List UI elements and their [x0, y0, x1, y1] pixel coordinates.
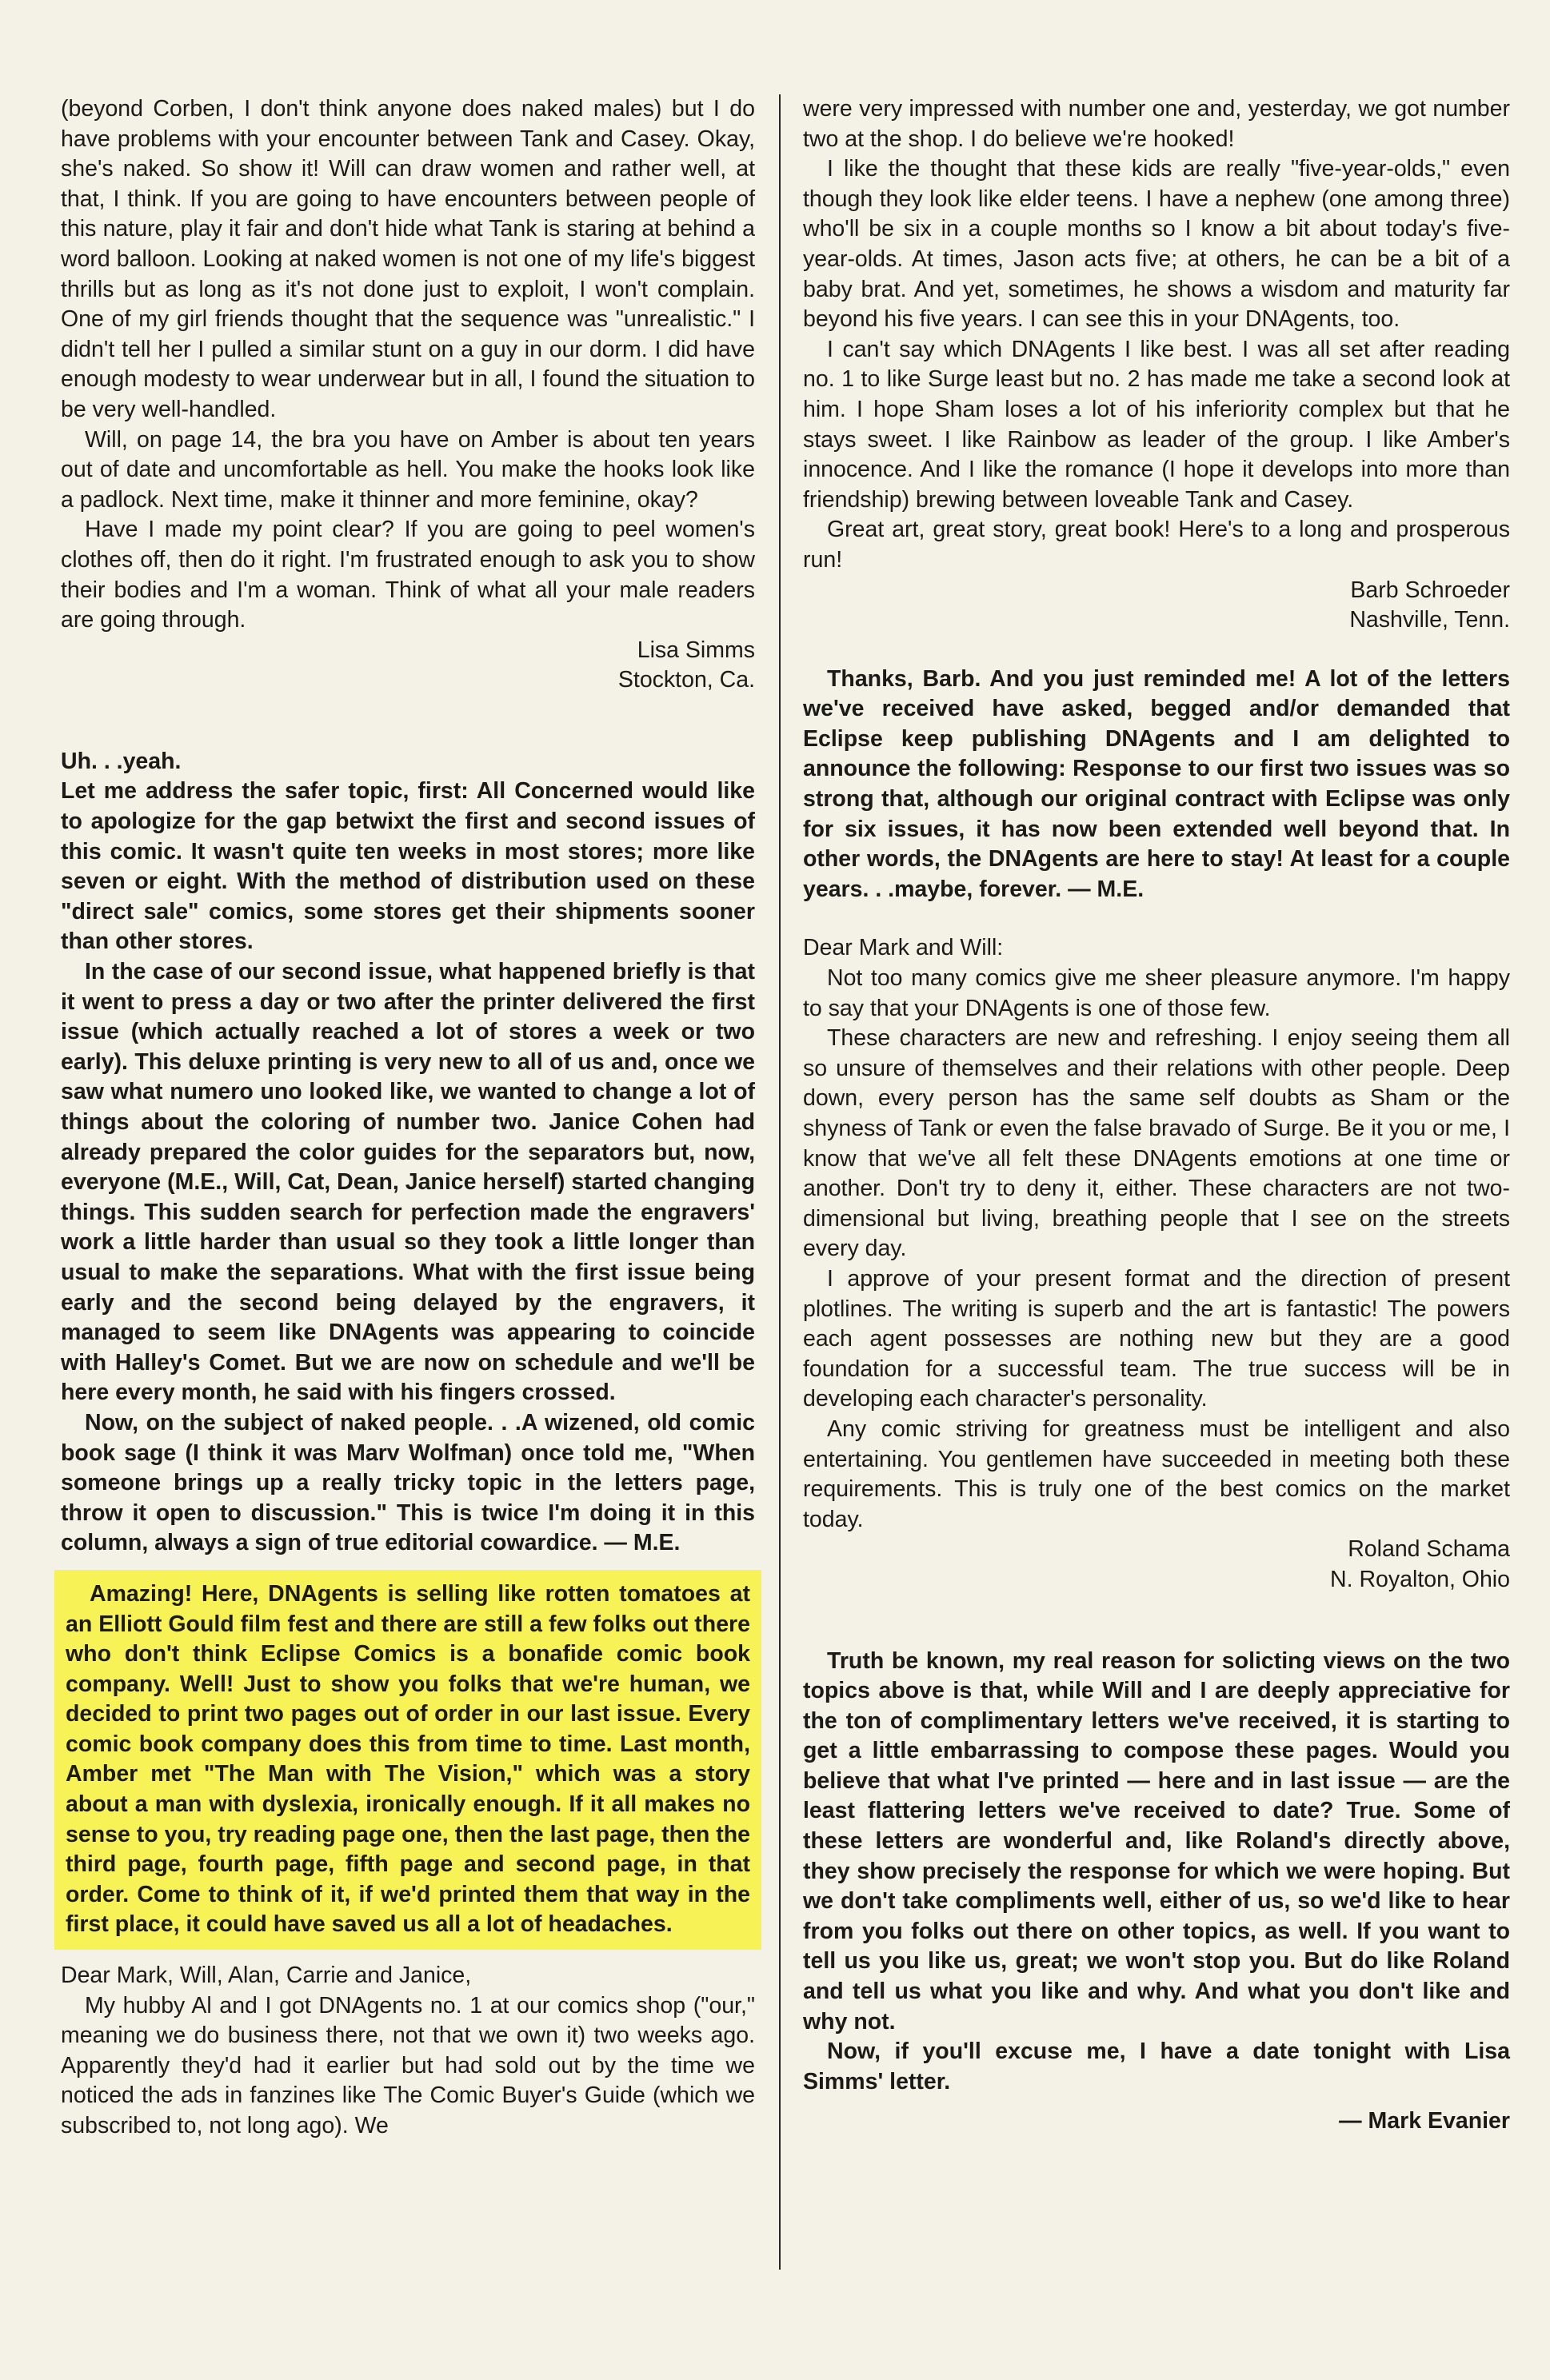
- letter3-salutation: Dear Mark and Will:: [803, 935, 1004, 961]
- letter1-signature-name: Lisa Simms: [637, 637, 755, 663]
- column-divider: [779, 94, 781, 2270]
- letter2-paragraph: My hubby Al and I got DNAgents no. 1 at our comics shop ("our," meaning we do business there, not that we own it) two weeks ago. Apparently they'd had it earlier but had sold out by the time we noticed the ads in fanzines like The Comic Buyer's Guide (which we subscribed to, not long ago). We: [61, 1992, 755, 2138]
- letter3-paragraph: I approve of your present format and the direction of present plotlines. The writing is superb and the art is fantastic! The powers each agent possesses are nothing new but they are a good foundation for a successful team. The true success will be in developing each character's personality.: [803, 1265, 1510, 1412]
- letter2-paragraph: were very impressed with number one and, yesterday, we got number two at the shop. I do believe we're hooked!: [803, 96, 1510, 152]
- letter2-paragraph: I can't say which DNAgents I like best. I was all set after reading no. 1 to like Surge least but no. 2 has made me take a second look at him. I hope Sham loses a lot of his inferiority complex but that he stays sweet. I like Rainbow as leader of the group. I like Amber's innocence. And I like the romance (I hope it develops into more than friendship) brewing between loveable Tank and Casey.: [803, 336, 1510, 513]
- highlighted-notice: [54, 1570, 761, 1950]
- letter3-paragraph: Any comic striving for greatness must be intelligent and also entertaining. You gentlemen have succeeded in meeting both these requirements. This is truly one of the best comics on the market today.: [803, 1416, 1510, 1532]
- reply1-paragraph: Now, on the subject of naked people. . .A wizened, old comic book sage (I think it was Marv Wolfman) once told me, "When someone brings up a really tricky topic in the letters page, throw it open to discussion." This is twice I'm doing it in this column, always a sign of true editorial cowardice. — M.E.: [61, 1409, 755, 1556]
- editor-reply-3: [803, 1647, 1510, 2138]
- right-column: [803, 94, 1510, 2137]
- letter1-signature-place: Stockton, Ca.: [617, 667, 755, 693]
- left-column: [61, 94, 755, 2142]
- reply1-paragraph: Uh. . .yeah.: [61, 748, 182, 774]
- reply3-signature: — Mark Evanier: [1339, 2108, 1510, 2134]
- reply3-paragraph: Truth be known, my real reason for solicting views on the two topics above is that, while Will and I are deeply appreciative for the ton of complimentary letters we've received, it is starting to get a little embarrassing to compose these pages. Would you believe that what I've printed — here and in last issue — are the least flattering letters we've received to date? True. Some of these letters are wonderful and, like Roland's directly above, they show precisely the response for which we were hoping. But we don't take compliments well, either of us, so we'd like to hear from you folks out there on other topics, as well. If you want to tell us you like us, great; we won't stop you. But do like Roland and tell us what you like and why. And what you don't like and why not.: [803, 1647, 1510, 2035]
- letter2-signature-name: Barb Schroeder: [1350, 577, 1510, 603]
- letter3-signature-place: N. Royalton, Ohio: [1330, 1566, 1510, 1592]
- letter1-paragraph: Have I made my point clear? If you are going to peel women's clothes off, then do it right. I'm frustrated enough to ask you to show their bodies and I'm a woman. Think of what all your male readers are going through.: [61, 517, 755, 633]
- highlighted-notice-text: Amazing! Here, DNAgents is selling like rotten tomatoes at an Elliott Gould film fest and there are still a few folks out there who don't think Eclipse Comics is a bonafide comic book company. Well! Just to show you folks that we're human, we decided to print two pages out of order in our last issue. Every comic book company does this from time to time. Last month, Amber met "The Man with The Vision," which was a story about a man with dyslexia, ironically enough. If it all makes no sense to you, try reading page one, then the last page, then the third page, fourth page, fifth page and second page, in that order. Come to think of it, if we'd printed them that way in the first place, it could have saved us all a lot of headaches.: [66, 1580, 750, 1938]
- letter2-salutation: Dear Mark, Will, Alan, Carrie and Janice,: [61, 1963, 472, 1989]
- letter3-paragraph: These characters are new and refreshing. I enjoy seeing them all so unsure of themselves and their relations with other people. Deep down, every person has the same self doubts as Sham or the shyness of Tank or even the false bravado of Surge. Be it you or me, I know that we've all felt these DNAgents emotions at one time or another. Don't try to deny it, either. These characters are not two-dimensional but living, breathing people that I see on the streets every day.: [803, 1025, 1510, 1262]
- letter1-paragraph: Will, on page 14, the bra you have on Amber is about ten years out of date and uncomfortable as hell. You make the hooks look like a padlock. Next time, make it thinner and more feminine, okay?: [61, 426, 755, 513]
- letter1-paragraph: (beyond Corben, I don't think anyone does naked males) but I do have problems with your encounter between Tank and Casey. Okay, she's naked. So show it! Will can draw women and rather well, at that, I think. If you are going to have encounters between people of this nature, play it fair and don't hide what Tank is staring at behind a word balloon. Looking at naked women is not one of my life's biggest thrills but as long as it's not done just to exploit, I won't complain. One of my girl friends thought that the sequence was "unrealistic." I didn't tell her I pulled a similar stunt on a guy in our dorm. I did have enough modesty to wear underwear but in all, I found the situation to be very well-handled.: [61, 96, 755, 422]
- letter2-signature-place: Nashville, Tenn.: [1349, 607, 1510, 633]
- editor-reply-1: [61, 747, 755, 1559]
- reply3-paragraph: Now, if you'll excuse me, I have a date tonight with Lisa Simms' letter.: [803, 2039, 1510, 2094]
- reply1-paragraph: In the case of our second issue, what happened briefly is that it went to press a day or two after the printer delivered the first issue (which actually reached a lot of stores a week or two early). This deluxe printing is very new to all of us and, once we saw what numero uno looked like, we wanted to change a lot of things about the coloring of number two. Janice Cohen had already prepared the color guides for the separators but, now, everyone (M.E., Will, Cat, Dean, Janice herself) started changing things. This sudden search for perfection made the engravers' work a little harder than usual so they took a little longer than usual to make the separations. What with the first issue being early and the second being delayed by the engravers, it managed to seem like DNAgents was appearing to coincide with Halley's Comet. But we are now on schedule and we'll be here every month, he said with his fingers crossed.: [61, 959, 755, 1406]
- editor-reply-2: Thanks, Barb. And you just reminded me! A lot of the letters we've received have asked, begged and/or demanded that Eclipse keep publishing DNAgents and I am delighted to announce the following: Response to our first two issues was so strong that, although our original contract with Eclipse was only for six issues, it has now been extended well beyond that. In other words, the DNAgents are here to stay! At least for a couple years. . .maybe, forever. — M.E.: [803, 665, 1510, 902]
- letter3-signature-name: Roland Schama: [1348, 1536, 1510, 1563]
- letter2-paragraph: Great art, great story, great book! Here's to a long and prosperous run!: [803, 517, 1510, 573]
- letter2-paragraph: I like the thought that these kids are really "five-year-olds," even though they look like elder teens. I have a nephew (one among three) who'll be six in a couple months so I know a bit about today's five-year-olds. At times, Jason acts five; at others, he can be a bit of a baby brat. And yet, sometimes, he shows a wisdom and maturity far beyond his five years. I can see this in your DNAgents, too.: [803, 156, 1510, 333]
- reply1-paragraph: Let me address the safer topic, first: All Concerned would like to apologize for the gap betwixt the first and second issues of this comic. It wasn't quite ten weeks in most stores; more like seven or eight. With the method of distribution used on these "direct sale" comics, some stores get their shipments sooner than other stores.: [61, 778, 755, 955]
- letter3-paragraph: Not too many comics give me sheer pleasure anymore. I'm happy to say that your DNAgents is one of those few.: [803, 965, 1510, 1021]
